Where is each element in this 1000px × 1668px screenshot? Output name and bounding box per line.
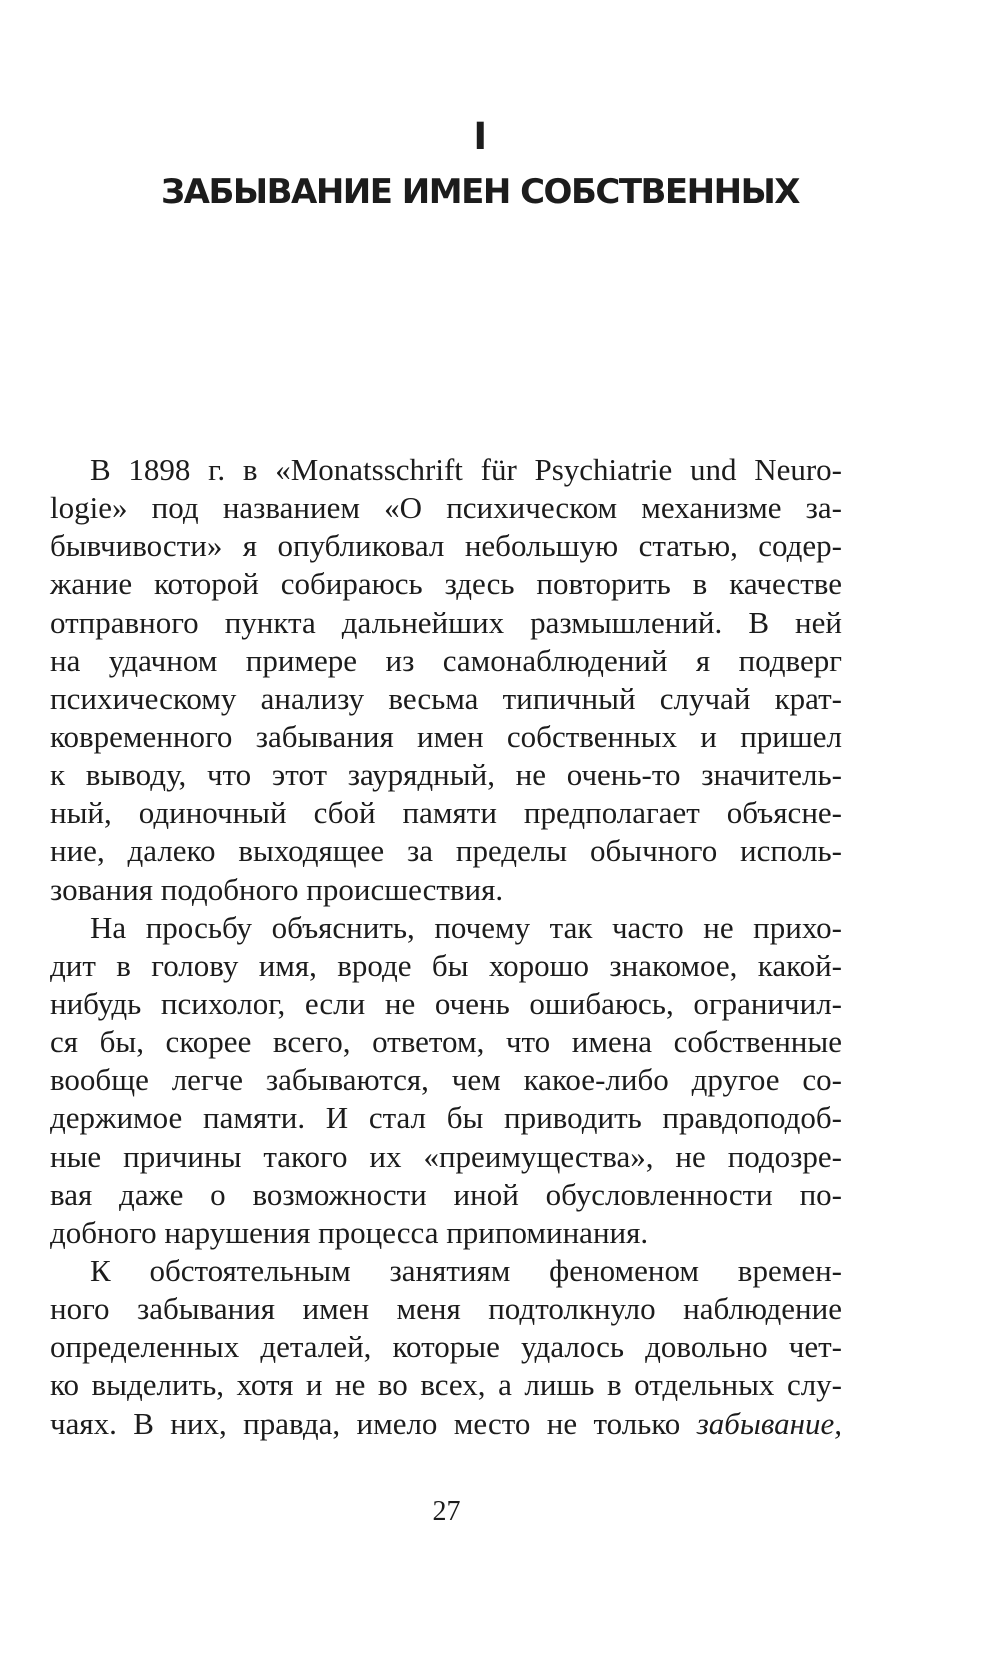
- text-line: зования подобного происшествия.: [50, 871, 504, 907]
- page-number: 27: [432, 1496, 461, 1527]
- text-line: [50, 1405, 842, 1443]
- text-line: жание которой собираюсь здесь повторить в качестве: [50, 566, 842, 602]
- text-fragment: чаях. В них, правда, имело место не только: [50, 1405, 697, 1441]
- text-line: ные причины такого их «преимущества», не подозре-: [50, 1138, 842, 1174]
- chapter-title: ЗАБЫВАНИЕ ИМЕН СОБСТВЕННЫХ: [160, 172, 800, 212]
- body-text: [50, 451, 842, 1443]
- text-line: ся бы, скорее всего, ответом, что имена собственные: [50, 1024, 842, 1060]
- text-line: В 1898 г. в «Monatsschrift für Psychiatrie und Neuro-: [90, 452, 842, 487]
- emphasized-word: забывание,: [696, 1405, 842, 1441]
- text-line: психическому анализу весьма типичный случай крат-: [50, 680, 842, 716]
- chapter-number: I: [473, 115, 487, 158]
- text-line: добного нарушения процесса припоминания.: [50, 1214, 649, 1250]
- text-line: ние, далеко выходящее за пределы обычного исполь-: [50, 833, 842, 869]
- text-line: вообще легче забываются, чем какое-либо другое со-: [50, 1062, 842, 1098]
- text-line: ного забывания имен меня подтолкнуло наблюдение: [50, 1291, 842, 1327]
- text-line: logie» под названием «О психическом механизме за-: [50, 490, 842, 526]
- text-line: На просьбу объяснить, почему так часто не прихо-: [90, 909, 842, 945]
- text-line: ко выделить, хотя и не во всех, а лишь в отдельных слу-: [50, 1367, 842, 1403]
- text-line: бывчивости» я опубликовал небольшую статью, содер-: [50, 528, 842, 564]
- text-line: определенных деталей, которые удалось довольно чет-: [50, 1329, 842, 1365]
- text-line: вая даже о возможности иной обусловленности по-: [50, 1176, 842, 1212]
- text-line: К обстоятельным занятиям феноменом времен-: [90, 1252, 842, 1288]
- text-line: дит в голову имя, вроде бы хорошо знакомое, какой-: [50, 947, 842, 983]
- text-line: к выводу, что этот заурядный, не очень-то значитель-: [50, 757, 842, 793]
- text-line: нибудь психолог, если не очень ошибаюсь, ограничил-: [50, 985, 842, 1021]
- text-line: на удачном примере из самонаблюдений я подверг: [50, 642, 842, 678]
- text-line: отправного пункта дальнейших размышлений. В ней: [50, 604, 842, 640]
- text-line: ковременного забывания имен собственных и пришел: [50, 718, 842, 754]
- text-line: держимое памяти. И стал бы приводить правдоподоб-: [50, 1100, 842, 1136]
- text-line: ный, одиночный сбой памяти предполагает объясне-: [50, 795, 842, 831]
